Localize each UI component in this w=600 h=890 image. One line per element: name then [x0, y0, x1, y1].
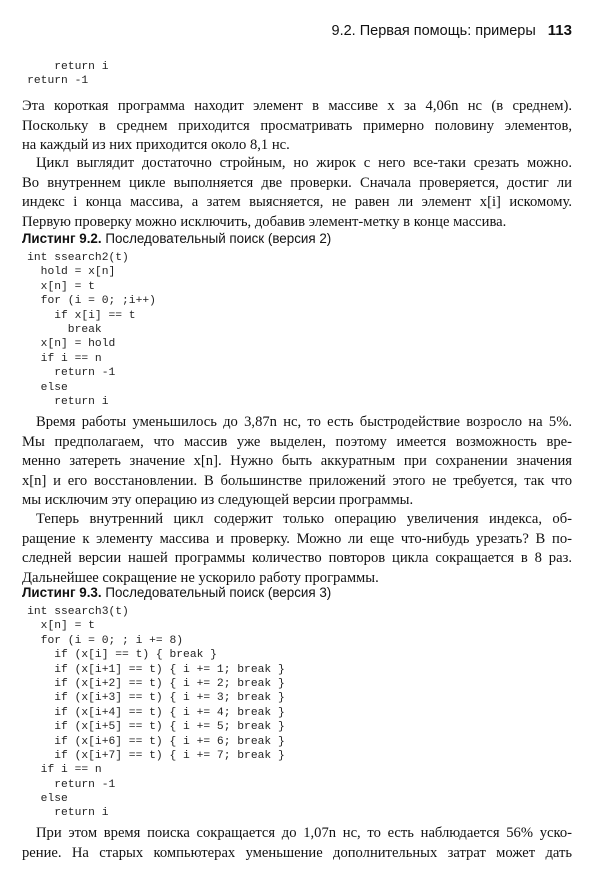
text-line: Теперь внутренний цикл содержит только операцию увеличения индекса, об-: [36, 511, 572, 527]
code-line: if (x[i] == t) { break }: [0, 649, 217, 662]
text-line: менно затереть значение x[n]. Нужно быть аккуратным при сохранении значения: [22, 453, 572, 470]
code-line: if (x[i+3] == t) { i += 3; break }: [0, 692, 285, 705]
text-line: следней версии нашей программы количество повторов цикла сокращается в 8 раз.: [22, 550, 572, 567]
code-fragment-top: [0, 60, 560, 89]
code-line: break: [0, 323, 102, 336]
text-line: Эта короткая программа находит элемент в массиве x за 4,06n нс (в среднем).: [22, 98, 572, 114]
text-line: Дальнейшее сокращение не ускорило работу программы.: [22, 569, 379, 586]
text-line: Первую проверку можно исключить, добавив элемент-метку в конце массива.: [22, 213, 507, 230]
code-line: return i: [0, 395, 109, 408]
code-line: return -1: [0, 75, 89, 88]
code-line: else: [0, 381, 68, 394]
code-line: x[n] = t: [0, 280, 95, 293]
text-line: x[n] и его восстановлении. В большинстве приложений этого не требуется, так что: [22, 472, 572, 489]
listing-label: Листинг 9.3.: [22, 585, 102, 600]
code-listing-9-3: [0, 605, 560, 821]
code-line: for (i = 0; ;i++): [0, 295, 156, 308]
code-line: x[n] = hold: [0, 338, 116, 351]
paragraph-3: [22, 413, 572, 511]
paragraph-1: [22, 97, 572, 156]
code-line: if (x[i+6] == t) { i += 6; break }: [0, 735, 285, 748]
listing-caption: Последовательный поиск (версия 2): [105, 231, 332, 246]
code-line: return -1: [0, 367, 116, 380]
code-line: return -1: [0, 778, 116, 791]
code-listing-9-2: [0, 251, 560, 409]
paragraph-4: [22, 510, 572, 588]
paragraph-2: [22, 154, 572, 232]
code-line: if (x[i+4] == t) { i += 4; break }: [0, 706, 285, 719]
listing-9-2-caption: [22, 231, 331, 246]
text-line: Мы предполагаем, что массив уже выделен, поэтому имеется возможность вре-: [22, 433, 572, 450]
code-line: int ssearch2(t): [0, 252, 129, 264]
text-line: индекс i конца массива, а затем выясняется, не равен ли элемент x[i] искомому.: [22, 194, 572, 211]
text-line: Во внутреннем цикле выполняется две проверки. Сначала проверяется, достиг ли: [22, 174, 572, 191]
text-line: рение. На старых компьютерах уменьшение дополнительных затрат может дать: [22, 844, 572, 861]
code-line: if x[i] == t: [0, 309, 136, 322]
code-line: if (x[i+5] == t) { i += 5; break }: [0, 721, 285, 734]
text-line: При этом время поиска сокращается до 1,07n нс, то есть наблюдается 56% уско-: [36, 825, 572, 841]
listing-9-3-caption: [22, 585, 331, 600]
code-line: if i == n: [0, 352, 102, 365]
paragraph-5: [22, 824, 572, 863]
code-line: if (x[i+1] == t) { i += 1; break }: [0, 663, 285, 676]
text-line: на каждый из них приходится около 8,1 нс.: [22, 137, 290, 154]
code-line: if i == n: [0, 764, 102, 777]
running-header: [0, 22, 572, 39]
text-line: Поскольку в среднем приходится просматривать примерно половину элементов,: [22, 117, 572, 134]
text-line: ращение к элементу массива и проверку. Можно ли еще что-нибудь урезать? В по-: [22, 530, 572, 547]
text-line: мы исключим эту операцию из следующей версии программы.: [22, 492, 414, 509]
code-line: hold = x[n]: [0, 266, 116, 279]
code-line: if (x[i+7] == t) { i += 7; break }: [0, 749, 285, 762]
text-line: Цикл выглядит достаточно стройным, но жирок с него все-таки срезать можно.: [36, 155, 572, 171]
code-line: int ssearch3(t): [0, 606, 129, 618]
listing-label: Листинг 9.2.: [22, 231, 102, 246]
code-line: for (i = 0; ; i += 8): [0, 634, 184, 647]
header-title: 9.2. Первая помощь: примеры: [331, 23, 536, 39]
code-line: return i: [0, 61, 109, 73]
code-line: else: [0, 793, 68, 806]
code-line: if (x[i+2] == t) { i += 2; break }: [0, 677, 285, 690]
page-number: 113: [547, 22, 572, 39]
code-line: return i: [0, 807, 109, 820]
listing-caption: Последовательный поиск (версия 3): [105, 585, 332, 600]
code-line: x[n] = t: [0, 620, 95, 633]
text-line: Время работы уменьшилось до 3,87n нс, то есть быстродействие возросло на 5%.: [36, 414, 572, 430]
